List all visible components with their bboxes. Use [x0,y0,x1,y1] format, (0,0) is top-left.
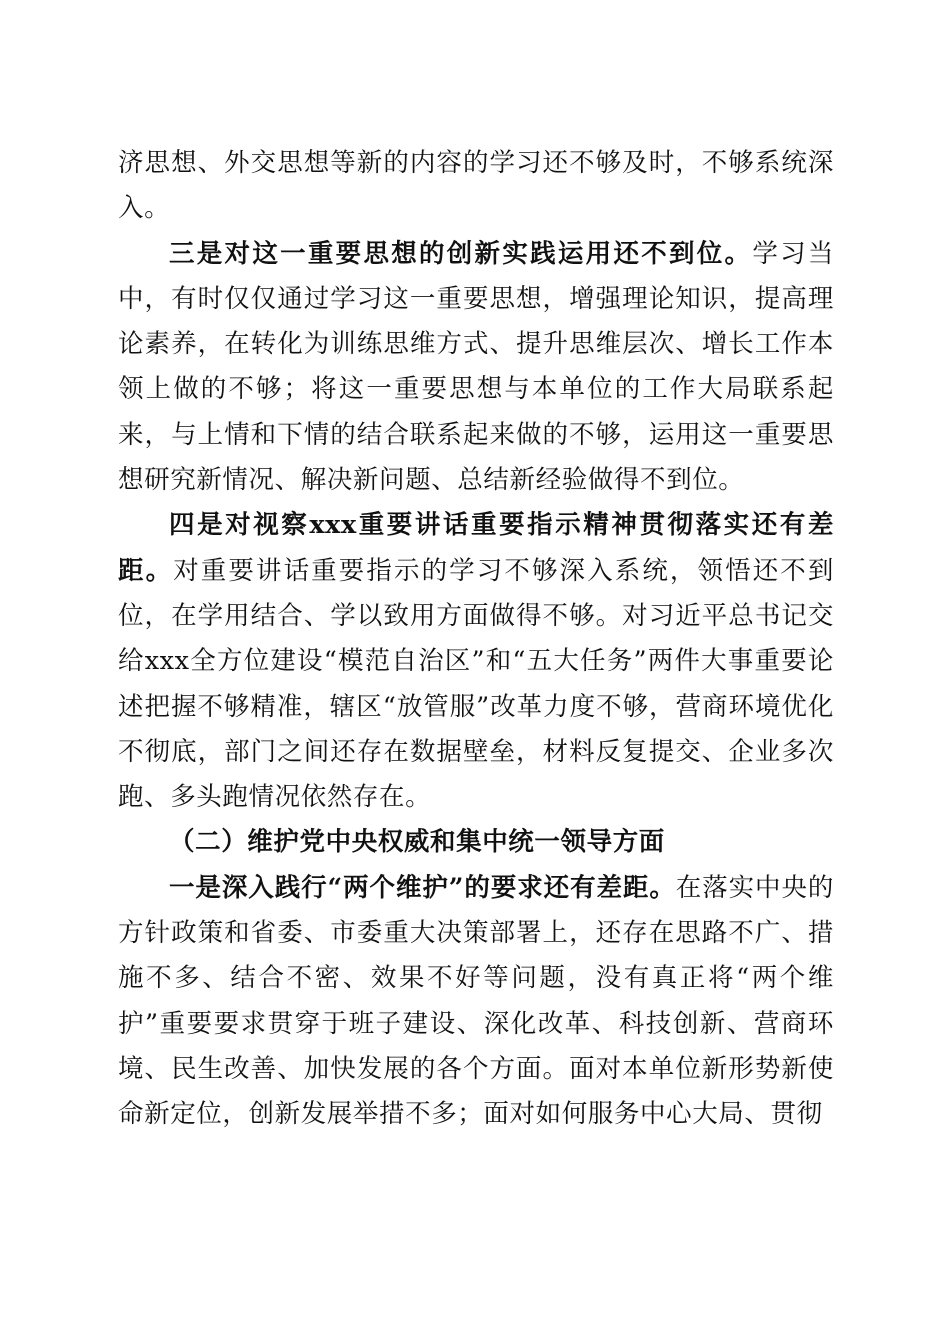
paragraph-body: 对重要讲话重要指示的学习不够深入系统，领悟还不到位，在学用结合、学以致用方面做得不够。对习近平总书记交给xxx全方位建设“模范自治区”和“五大任务”两件大事重要论述把握不够精准，辖区“放管服”改革力度不够，营商环境优化不彻底，部门之间还存在数据壁垒，材料反复提交、企业多次跑、多头跑情况依然存在。 [118,555,835,813]
paragraph-body: 学习当中，有时仅仅通过学习这一重要思想，增强理论知识，提高理论素养，在转化为训练思维方式、提升思维层次、增长工作本领上做的不够；将这一重要思想与本单位的工作大局联系起来，与上情和下情的结合联系起来做的不够，运用这一重要思想研究新情况、解决新问题、总结新经验做得不到位。 [118,238,834,496]
paragraph-continuation [118,141,834,232]
paragraph-lead: 一是深入践行“两个维护”的要求还有差距。 [169,872,676,903]
document-body [118,141,834,1138]
paragraph-body: 济思想、外交思想等新的内容的学习还不够及时，不够系统深入。 [118,148,834,224]
section-heading: （二）维护党中央权威和集中统一领导方面 [169,827,665,858]
paragraph-point-four [118,503,834,820]
paragraph-lead: 四是对视察xxx重要讲话重要指示精神贯彻落实还有差距。 [118,510,834,586]
paragraph-lead: 三是对这一重要思想的创新实践运用还不到位。 [169,238,753,269]
paragraph-point-one [118,866,834,1138]
paragraph-body: 在落实中央的方针政策和省委、市委重大决策部署上，还存在思路不广、措施不多、结合不密、效果不好等问题，没有真正将“两个维护”重要要求贯穿于班子建设、深化改革、科技创新、营商环境、民生改善、加快发展的各个方面。面对本单位新形势新使命新定位，创新发展举措不多；面对如何服务中心大局、贯彻 [118,872,834,1130]
paragraph-point-three [118,232,834,504]
